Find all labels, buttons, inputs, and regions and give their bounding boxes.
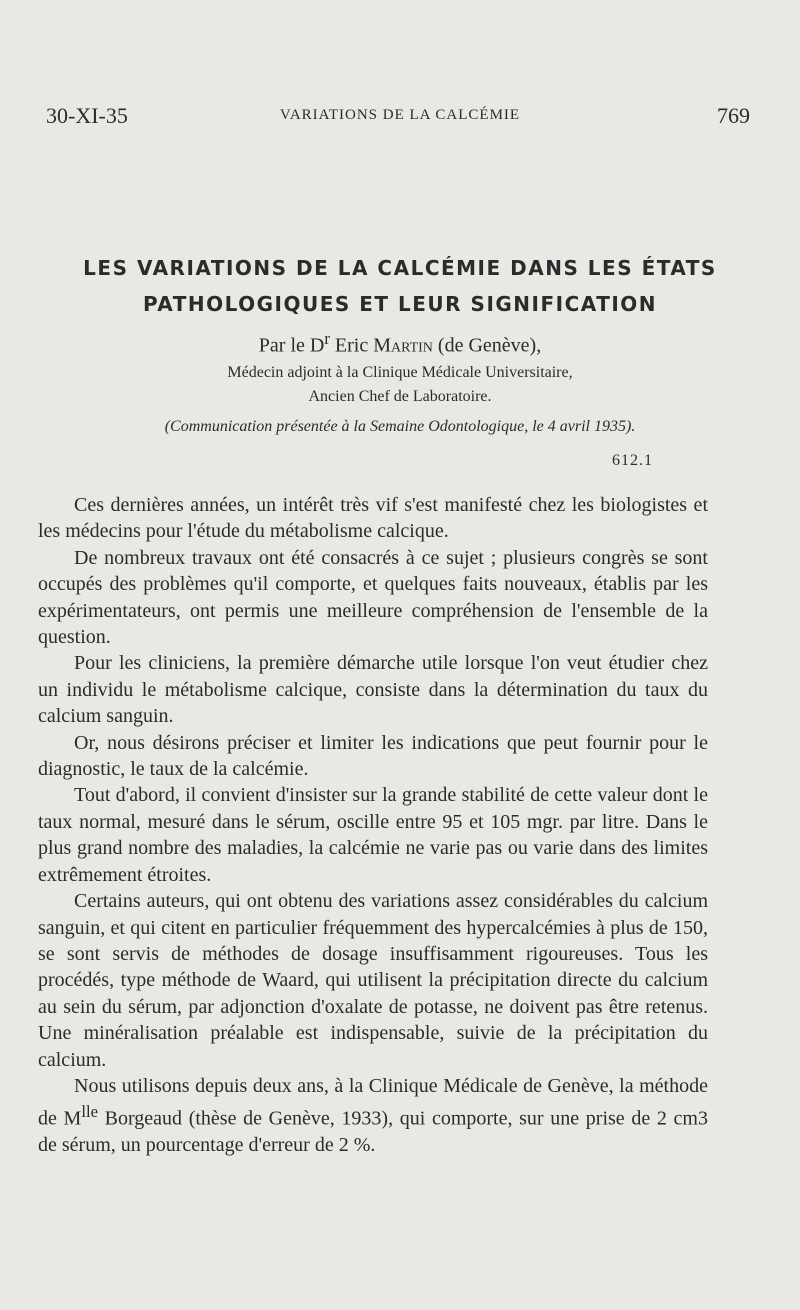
classification-number: 612.1 xyxy=(612,452,653,469)
paragraph: Certains auteurs, qui ont obtenu des variations assez considérables du calcium sanguin, et qui citent en particulier fréquemment des hypercalcémies à plus de 150, se sont servis de méthodes de dosage insuffisamment rigoureuses. Tous les procédés, type méthode de Waard, qui utilisent la précipitation directe du calcium au sein du sérum, par adjonction d'oxalate de potasse, ne doivent pas être retenus. Une minéralisation préalable est indispensable, suivie de la précipitation du calcium. xyxy=(38,890,708,1071)
page-number: 769 xyxy=(717,103,750,128)
running-header xyxy=(40,103,760,133)
author-affiliation-1: Médecin adjoint à la Clinique Médicale Universitaire, xyxy=(227,363,573,381)
paragraph: De nombreux travaux ont été consacrés à ce sujet ; plusieurs congrès se sont occupés des problèmes qu'il comporte, et quelques faits nouveaux, établis par les expérimentateurs, ont permis une meilleure compréhension de l'ensemble de la question. xyxy=(38,546,708,649)
author-origin: (de Genève), xyxy=(432,334,542,357)
running-title: VARIATIONS DE LA CALCÉMIE xyxy=(279,107,521,123)
author-prefix: Par le D xyxy=(258,334,325,357)
paragraph: Ces dernières années, un intérêt très vif s'est manifesté chez les biologistes et les médecins pour l'étude du métabolisme calcique. xyxy=(38,494,708,543)
article-title-line-2: PATHOLOGIQUES ET LEUR SIGNIFICATION xyxy=(142,292,658,316)
paragraph: Tout d'abord, il convient d'insister sur la grande stabilité de cette valeur dont le taux normal, mesuré dans le sérum, oscille entre 95 et 105 mgr. par litre. Dans le plus grand nombre des maladies, la calcémie ne varie pas ou varie dans des limites extrêmement étroites. xyxy=(38,784,708,886)
issue-date: 30-XI-35 xyxy=(46,103,128,128)
article-body xyxy=(38,492,708,1159)
article-heading xyxy=(40,250,760,409)
paragraph: Nous utilisons depuis deux ans, à la Clinique Médicale de Genève, la méthode de $M^{lle}$ Borgeaud (thèse de Genève, 1933), qui comporte, sur une prise de 2 cm3 de sérum, un pourcentage d'erreur de 2 %. xyxy=(38,1074,708,1157)
paragraph: Or, nous désirons préciser et limiter les indications que peut fournir pour le diagnostic, le taux de la calcémie. xyxy=(38,731,708,781)
paragraph: Pour les cliniciens, la première démarche utile lorsque l'on veut étudier chez un individu le métabolisme calcique, consiste dans la détermination du taux du calcium sanguin. xyxy=(38,652,708,728)
author-first-name: Eric xyxy=(329,334,374,357)
author-affiliation-2: Ancien Chef de Laboratoire. xyxy=(308,387,492,405)
article-title-line-1: LES VARIATIONS DE LA CALCÉMIE DANS LES ÉTATS xyxy=(83,256,717,280)
communication-note: (Communication présentée à la Semaine Odontologique, le 4 avril 1935). xyxy=(164,418,636,435)
author-last-name: Martin xyxy=(373,334,433,357)
author-title-superscript: r xyxy=(324,329,330,348)
author-line xyxy=(40,324,760,361)
